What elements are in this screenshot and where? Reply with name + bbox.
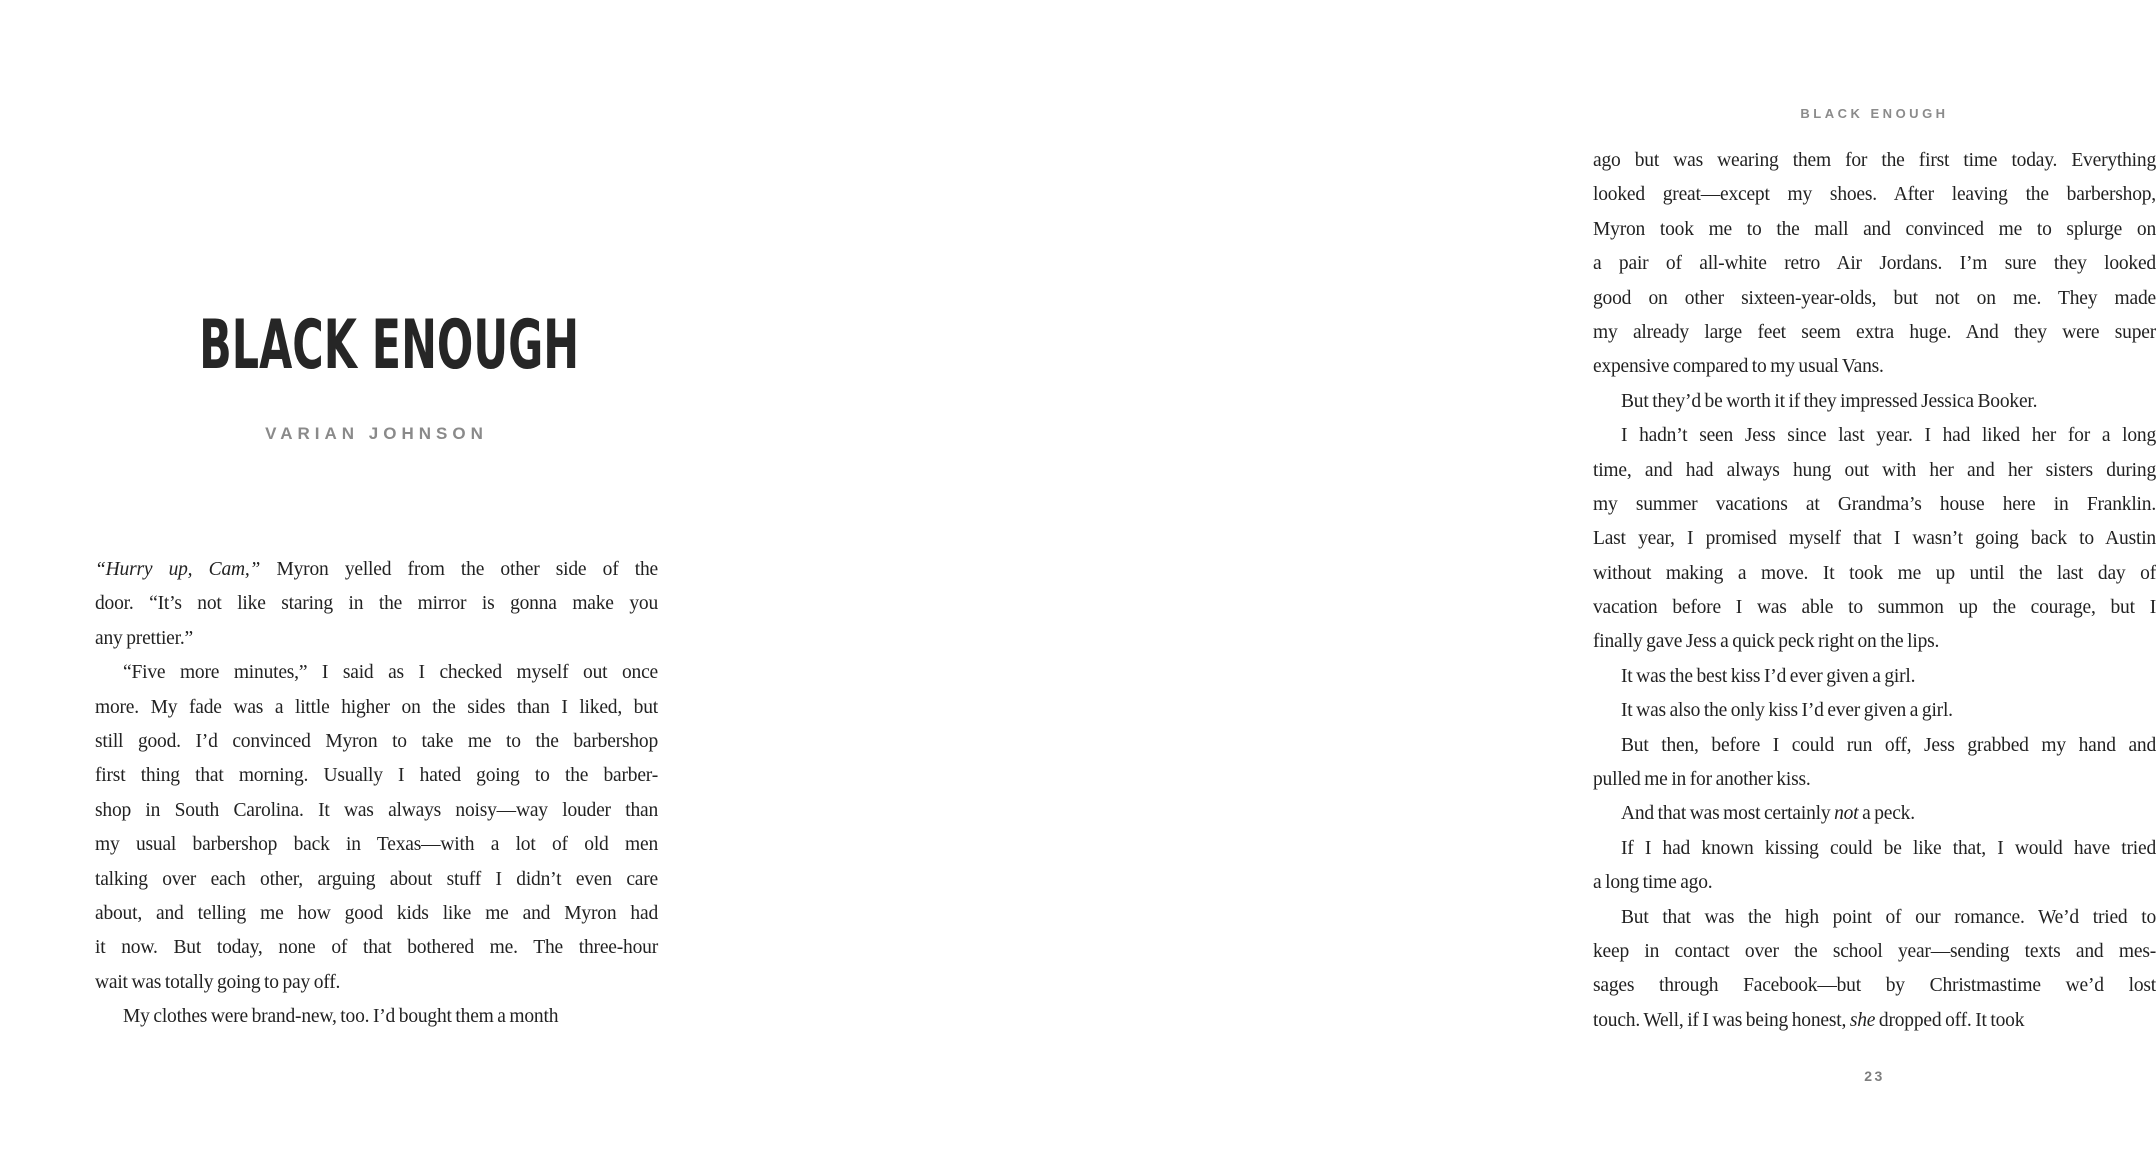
text-line: it now. But today, none of that bothered me. The three-hour <box>95 937 658 959</box>
text-line: touch. Well, if I was being honest, she dropped off. It took <box>1593 1009 2025 1031</box>
page-number: 23 <box>1864 1068 1885 1084</box>
text-line: about, and telling me how good kids like me and Myron had <box>95 902 658 924</box>
text-line: any prettier.” <box>95 627 193 649</box>
text-line: without making a move. It took me up until the last day of <box>1593 562 2156 584</box>
text-line: ago but was wearing them for the first time today. Everything <box>1593 150 2156 171</box>
text-line: sages through Facebook—but by Christmastime we’d lost <box>1593 975 2156 997</box>
text-line: Myron took me to the mall and convinced me to splurge on <box>1593 218 2156 240</box>
text-line: my already large feet seem extra huge. And they were super <box>1593 321 2156 343</box>
text-line: my summer vacations at Grandma’s house here in Franklin. <box>1593 493 2156 515</box>
text-line: door. “It’s not like staring in the mirror is gonna make you <box>95 593 658 615</box>
text-line: keep in contact over the school year—sending texts and mes- <box>1593 940 2156 962</box>
text-line: first thing that morning. Usually I hated going to the barber- <box>95 765 658 787</box>
left-page <box>0 0 750 1151</box>
text-line: talking over each other, arguing about stuff I didn’t even care <box>95 868 658 890</box>
text-line: vacation before I was able to summon up the courage, but I <box>1593 597 2156 619</box>
running-header: BLACK ENOUGH <box>1800 106 1949 121</box>
text-line: still good. I’d convinced Myron to take me to the barbershop <box>95 730 658 752</box>
text-line: “Five more minutes,” I said as I checked myself out once <box>123 662 658 684</box>
text-line: pulled me in for another kiss. <box>1593 769 1811 791</box>
left-page-body-text <box>95 553 658 1034</box>
text-line: And that was most certainly not a peck. <box>1621 803 1915 825</box>
text-line: But that was the high point of our romance. We’d tried to <box>1621 906 2156 928</box>
text-line: My clothes were brand-new, too. I’d bought them a month <box>123 1006 559 1028</box>
text-line: expensive compared to my usual Vans. <box>1593 356 1884 378</box>
right-page-body-text <box>1593 144 2156 1038</box>
text-line: finally gave Jess a quick peck right on the lips. <box>1593 631 1940 653</box>
text-line: It was the best kiss I’d ever given a girl. <box>1621 665 1916 687</box>
text-line: “Hurry up, Cam,” Myron yelled from the other side of the <box>95 559 659 580</box>
text-line: wait was totally going to pay off. <box>95 971 341 993</box>
text-line: time, and had always hung out with her and her sisters during <box>1593 459 2156 481</box>
author-name: VARIAN JOHNSON <box>265 424 488 443</box>
text-line: But then, before I could run off, Jess grabbed my hand and <box>1621 734 2156 756</box>
text-line: a long time ago. <box>1593 872 1713 894</box>
text-line: Last year, I promised myself that I wasn’t going back to Austin <box>1593 528 2156 550</box>
chapter-title: BLACK ENOUGH <box>199 306 580 385</box>
text-line: But they’d be worth it if they impressed Jessica Booker. <box>1621 390 2038 412</box>
text-line: good on other sixteen-year-olds, but not on me. They made <box>1593 287 2156 309</box>
text-line: It was also the only kiss I’d ever given a girl. <box>1621 700 1953 722</box>
text-line: a pair of all-white retro Air Jordans. I’m sure they looked <box>1593 253 2156 275</box>
right-page <box>750 0 2156 1151</box>
text-line: I hadn’t seen Jess since last year. I had liked her for a long <box>1621 425 2156 447</box>
text-line: more. My fade was a little higher on the sides than I liked, but <box>95 696 658 718</box>
text-line: my usual barbershop back in Texas—with a lot of old men <box>95 834 658 856</box>
text-line: If I had known kissing could be like that, I would have tried <box>1621 837 2156 859</box>
text-line: looked great—except my shoes. After leaving the barbershop, <box>1593 184 2156 206</box>
text-line: shop in South Carolina. It was always noisy—way louder than <box>95 799 658 821</box>
